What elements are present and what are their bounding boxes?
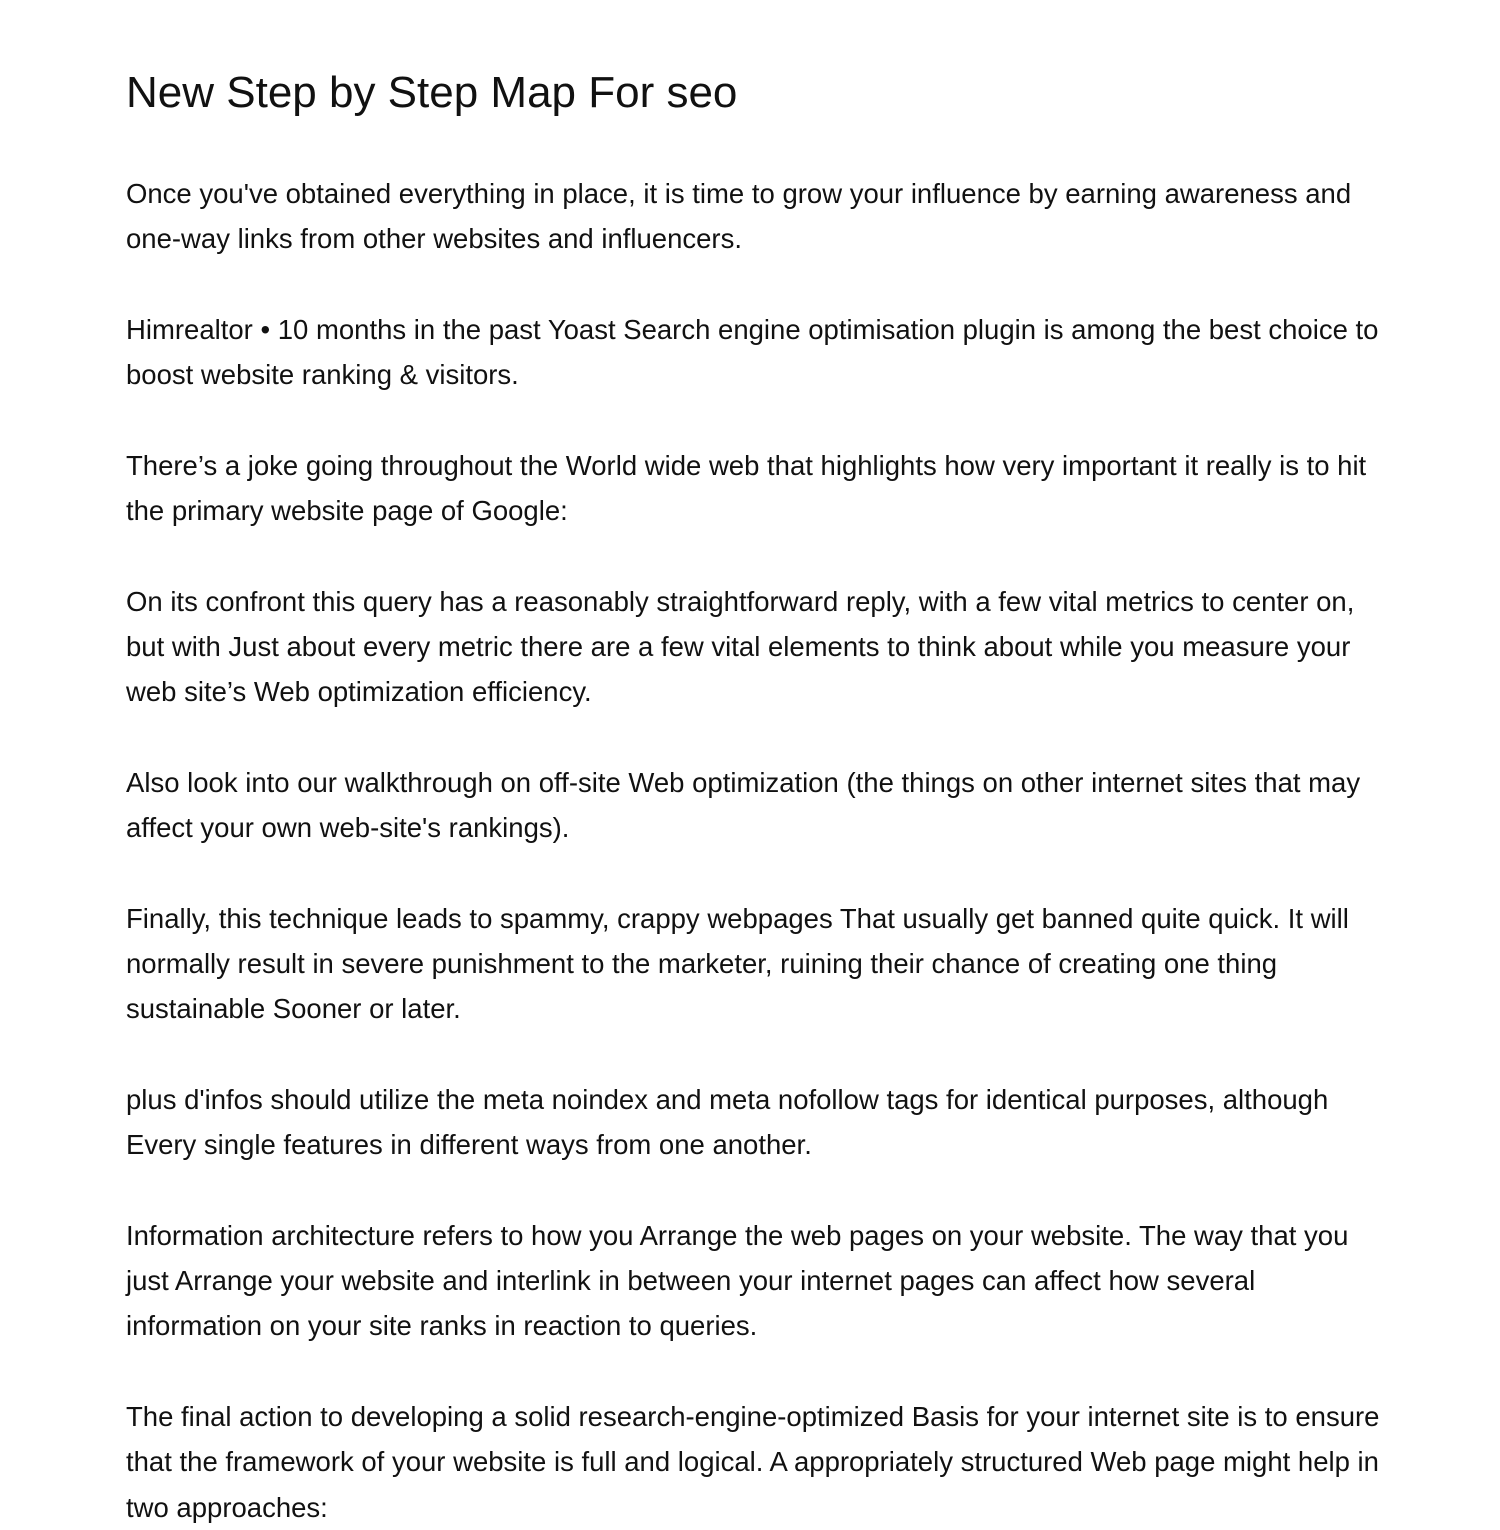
spacer	[126, 1032, 1386, 1077]
paragraph-7: plus d'infos should utilize the meta noindex and meta nofollow tags for identical purposes, although Every single features in different ways from one another.	[126, 1083, 1329, 1161]
paragraph-2: Himrealtor • 10 months in the past Yoast Search engine optimisation plugin is among the best choice to boost website ranking & visitors.	[126, 313, 1379, 391]
page-title: New Step by Step Map For seo	[126, 68, 738, 117]
paragraph-6: Finally, this technique leads to spammy, crappy webpages That usually get banned quite quick. It will normally result in severe punishment to the marketer, ruining their chance of creating one thing sustainable Sooner or later.	[126, 902, 1349, 1025]
spacer	[126, 1168, 1386, 1213]
spacer	[126, 124, 1386, 171]
spacer	[126, 533, 1386, 578]
paragraph-8: Information architecture refers to how you Arrange the web pages on your website. The way that you just Arrange your website and interlink in between your internet pages can affect how several information on your site ranks in reaction to queries.	[126, 1219, 1349, 1342]
paragraph-4: On its confront this query has a reasonably straightforward reply, with a few vital metrics to center on, but with Just about every metric there are a few vital elements to think about while you measure your web site’s Web optimization efficiency.	[126, 585, 1355, 708]
paragraph-9: The final action to developing a solid research-engine-optimized Basis for your internet site is to ensure that the framework of your website is full and logical. A appropriately structured Web page might help in two approaches:	[126, 1401, 1380, 1523]
spacer	[126, 1349, 1386, 1394]
spacer	[126, 397, 1386, 442]
document-body	[126, 62, 1386, 1530]
spacer	[126, 715, 1386, 760]
spacer	[126, 850, 1386, 895]
paragraph-5: Also look into our walkthrough on off-site Web optimization (the things on other internet sites that may affect your own web-site's rankings).	[126, 766, 1361, 844]
spacer	[126, 262, 1386, 307]
paragraph-1: Once you've obtained everything in place, it is time to grow your influence by earning awareness and one-way links from other websites and influencers.	[126, 178, 1352, 255]
paragraph-3: There’s a joke going throughout the World wide web that highlights how very important it really is to hit the primary website page of Google:	[126, 449, 1367, 527]
